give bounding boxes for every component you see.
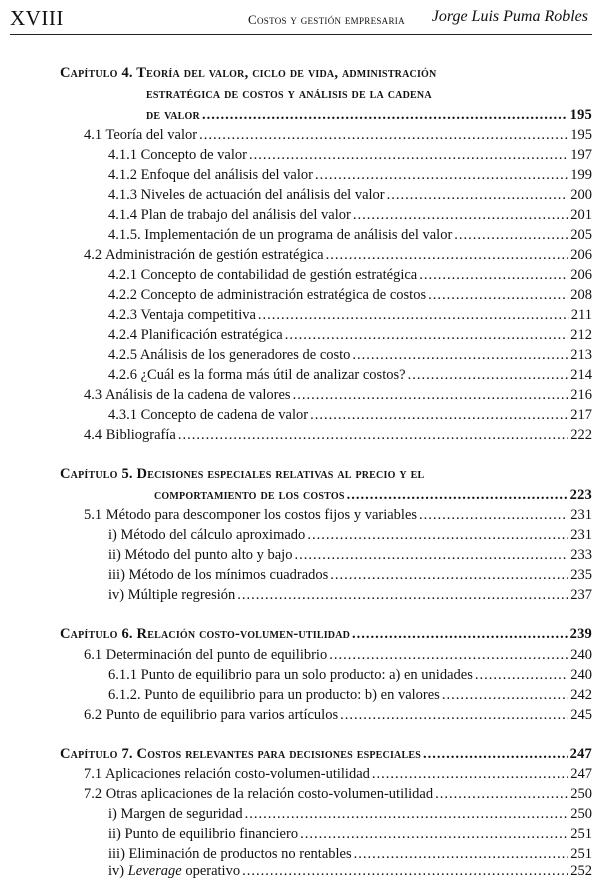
toc-entry[interactable]: 6.1 Determinación del punto de equilibrio ..... 240 [84,646,592,664]
toc-entry[interactable]: iii) Método de los mínimos cuadrados ..... 235 [108,566,592,584]
toc-entry[interactable]: 4.2.6 ¿Cuál es la forma más útil de analizar costos? ..... 214 [108,366,592,384]
toc-entry[interactable]: 6.2 Punto de equilibrio para varios artículos ..... 245 [84,706,592,724]
toc-entry[interactable]: i) Margen de seguridad ..... 250 [108,805,592,823]
toc-entry[interactable]: 6.1.1 Punto de equilibrio para un solo producto: a) en unidades ..... 240 [108,666,592,684]
chapter-4-title-line-1: Capítulo 4. Teoría del valor, ciclo de vida, administración [60,65,437,81]
toc-entry[interactable]: 4.1.5. Implementación de un programa de análisis del valor ..... 205 [108,226,592,244]
toc-entry[interactable]: 7.2 Otras aplicaciones de la relación costo-volumen-utilidad ..... 250 [84,785,592,803]
toc-entry[interactable]: 4.2 Administración de gestión estratégica ..... 206 [84,246,592,264]
toc-entry[interactable]: ii) Método del punto alto y bajo ..... 233 [108,546,592,564]
toc-entry[interactable]: iii) Eliminación de productos no rentables ..... 251 [108,845,592,863]
toc-entry[interactable]: 4.3 Análisis de la cadena de valores ..... 216 [84,386,592,404]
toc-entry[interactable]: 4.1.2 Enfoque del análisis del valor ..... 199 [108,166,592,184]
page-number: XVIII [10,6,64,30]
chapter-7-title[interactable]: Capítulo 7. Costos relevantes para decisiones especiales ..... 247 [60,745,592,763]
author-name: Jorge Luis Puma Robles [431,8,588,25]
toc-entry[interactable]: 4.2.3 Ventaja competitiva ..... 211 [108,306,592,324]
toc-entry[interactable]: 4.2.2 Concepto de administración estratégica de costos ..... 208 [108,286,592,304]
toc-entry[interactable]: 4.4 Bibliografía ..... 222 [84,426,592,444]
toc-entry[interactable]: 4.2.1 Concepto de contabilidad de gestión estratégica ..... 206 [108,266,592,284]
toc-entry[interactable]: 4.3.1 Concepto de cadena de valor ..... 217 [108,406,592,424]
toc-entry[interactable]: 4.1.1 Concepto de valor ..... 197 [108,146,592,164]
chapter-4-title-line-3[interactable]: de valor ..... 195 [146,106,592,124]
toc-entry[interactable]: 6.1.2. Punto de equilibrio para un producto: b) en valores ..... 242 [108,686,592,704]
toc-entry[interactable]: i) Método del cálculo aproximado ..... 231 [108,526,592,544]
chapter-6-title[interactable]: Capítulo 6. Relación costo-volumen-utilidad ..... 239 [60,625,592,643]
toc-entry[interactable]: 4.2.5 Análisis de los generadores de costo ..... 213 [108,346,592,364]
book-title: Costos y gestión empresaria [248,12,405,27]
toc-entry[interactable]: 7.1 Aplicaciones relación costo-volumen-utilidad ..... 247 [84,765,592,783]
toc-entry[interactable]: 4.1.3 Niveles de actuación del análisis del valor ..... 200 [108,186,592,204]
chapter-4-title-line-2: estratégica de costos y análisis de la cadena [146,86,432,102]
toc-entry[interactable]: 4.1 Teoría del valor ..... 195 [84,126,592,144]
toc-entry[interactable]: 5.1 Método para descomponer los costos fijos y variables ..... 231 [84,506,592,524]
toc-entry[interactable]: 4.1.4 Plan de trabajo del análisis del valor ..... 201 [108,206,592,224]
toc-entry[interactable]: iv) Múltiple regresión ..... 237 [108,586,592,604]
toc-entry[interactable]: iv) Leverage operativo ..... 252 [108,862,592,880]
toc-entry[interactable]: ii) Punto de equilibrio financiero ..... 251 [108,825,592,843]
chapter-5-title-line-2[interactable]: comportamiento de los costos ..... 223 [154,486,592,504]
chapter-5-title-line-1: Capítulo 5. Decisiones especiales relativas al precio y el [60,466,425,482]
toc-entry[interactable]: 4.2.4 Planificación estratégica ..... 212 [108,326,592,344]
page-header [10,4,592,35]
